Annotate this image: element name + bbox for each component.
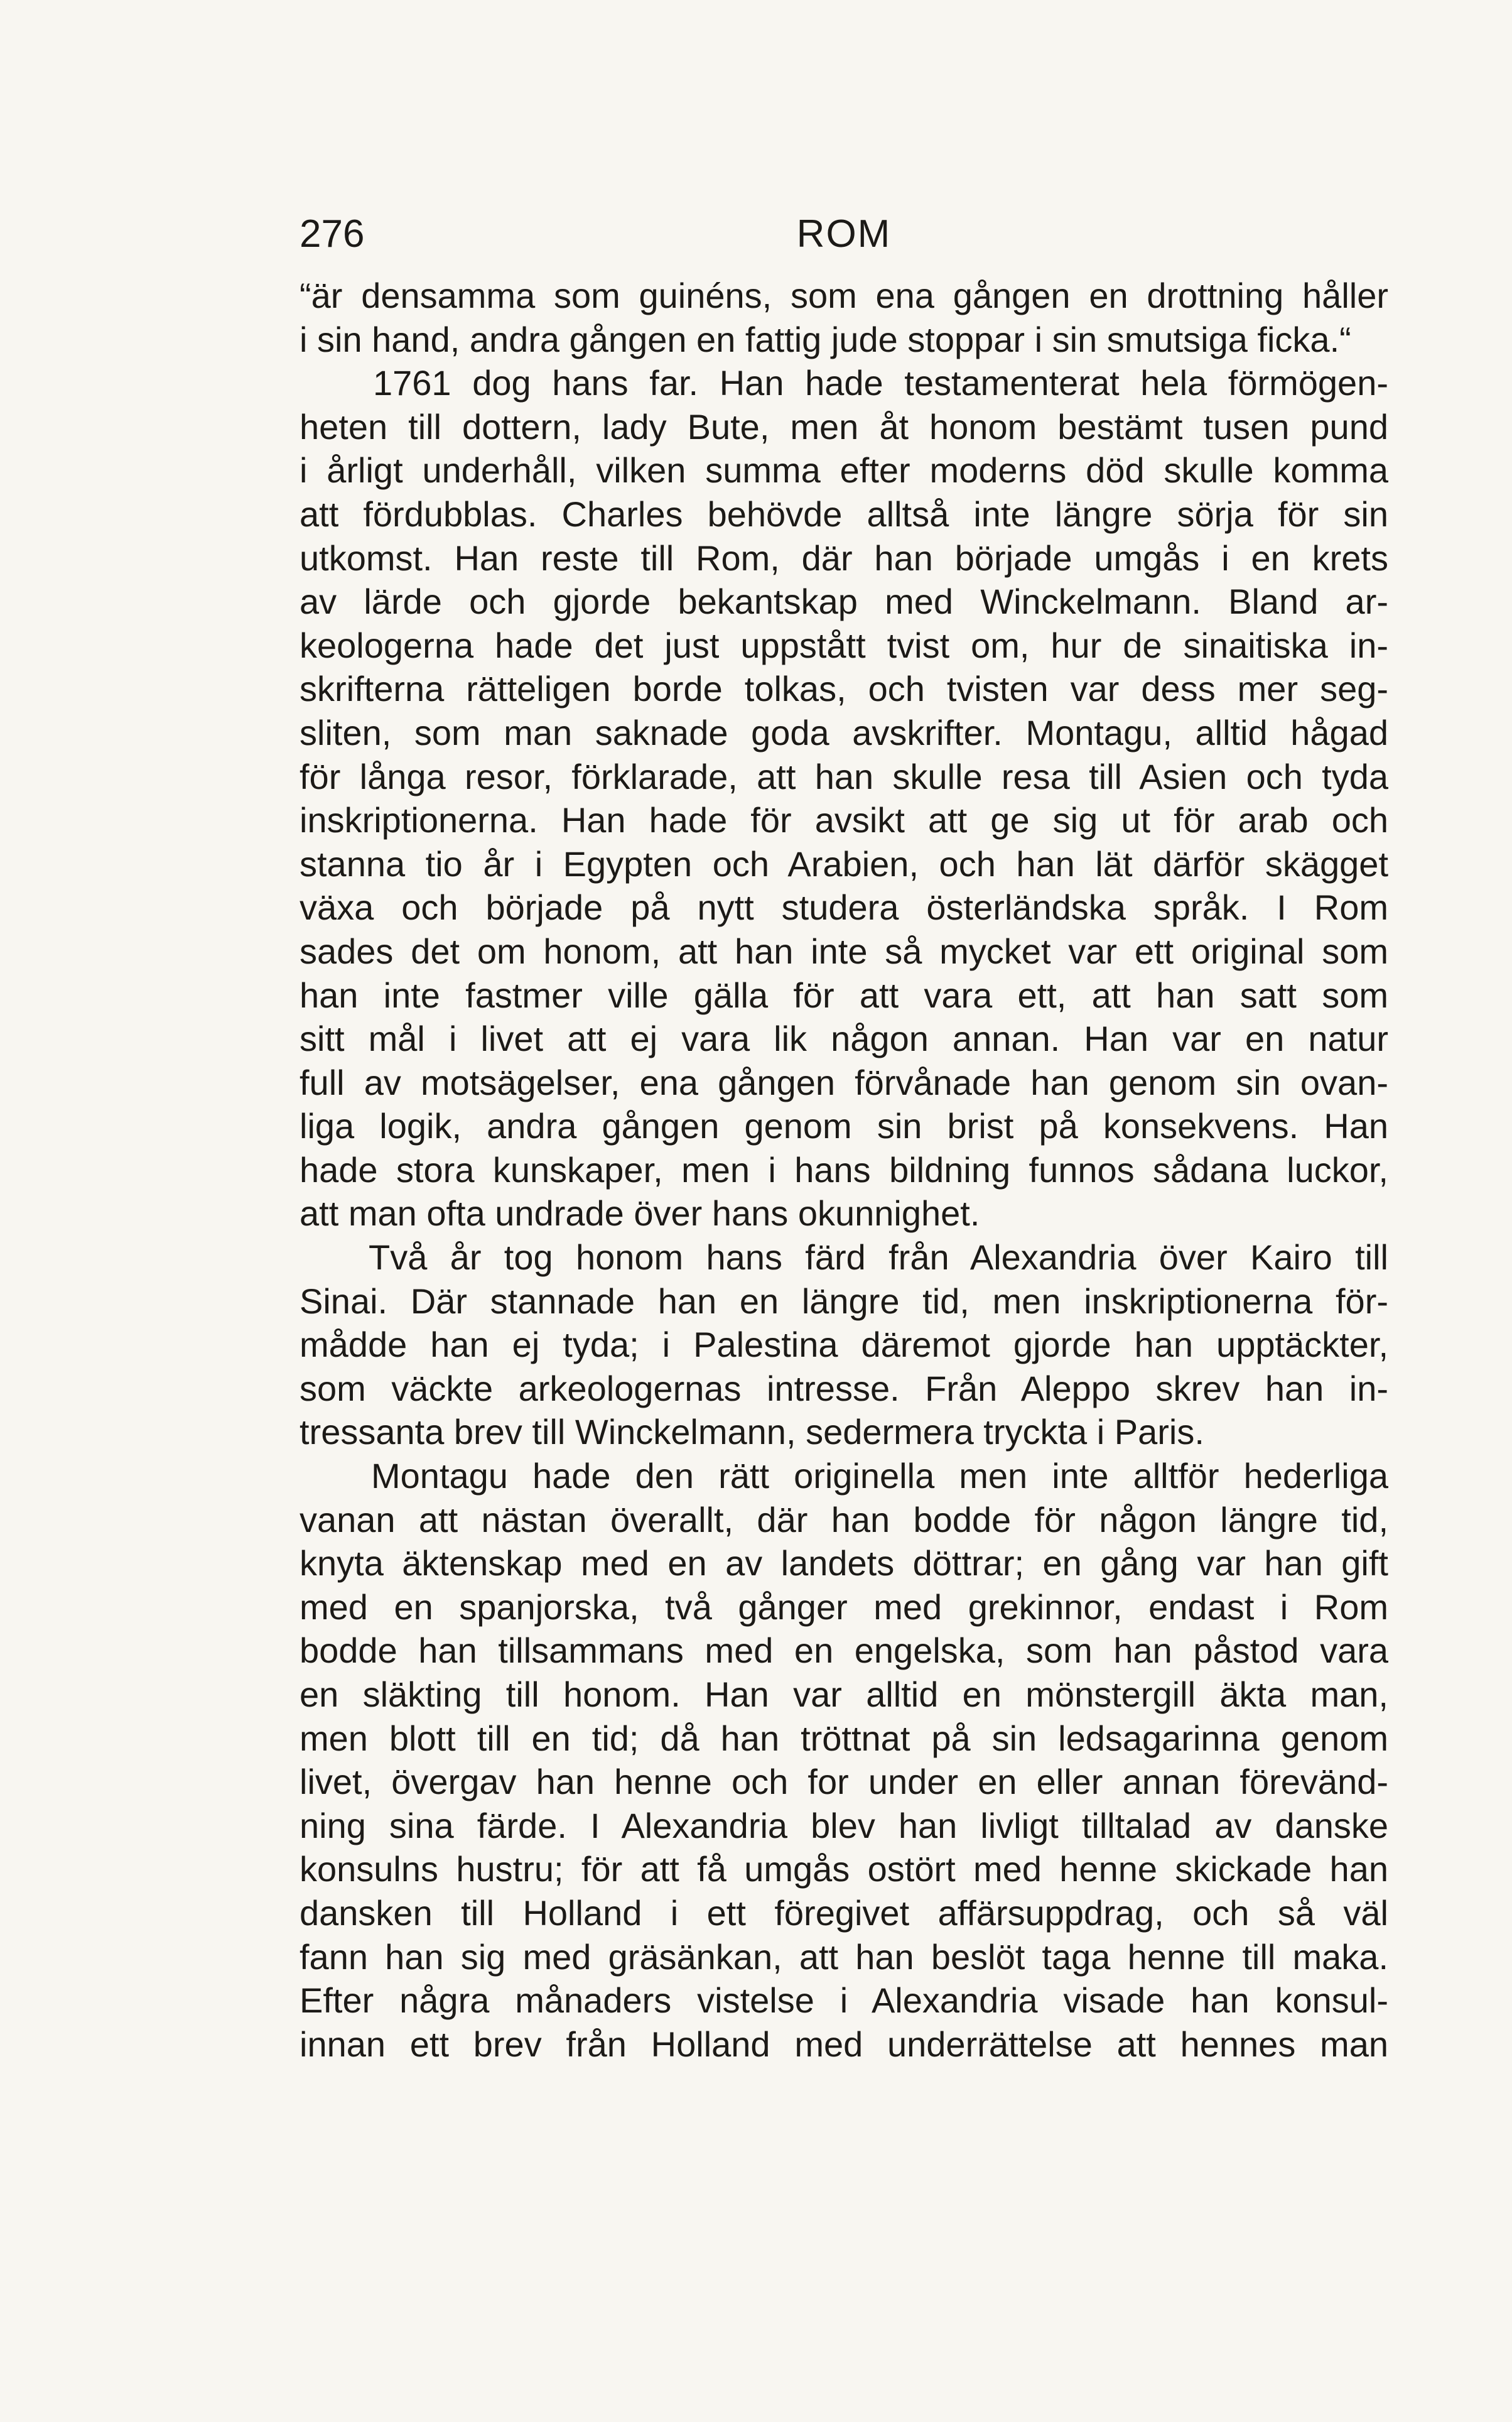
- text-line: Två år tog honom hans färd från Alexandria över Kairo till: [369, 1237, 1388, 1278]
- text-line: sitt mål i livet att ej vara lik någon annan. Han var en natur: [300, 1019, 1388, 1059]
- text-line: sades det om honom, att han inte så mycket var ett original som: [300, 931, 1388, 971]
- text-line: 1761 dog hans far. Han hade testamenterat hela förmögen-: [373, 363, 1388, 403]
- text-line: konsulns hustru; för att få umgås ostört med henne skickade han: [300, 1849, 1388, 1889]
- text-line: Efter några månaders vistelse i Alexandria visade han konsul-: [300, 1980, 1388, 2021]
- text-line: att man ofta undrade över hans okunnighet.: [300, 1193, 980, 1234]
- text-line: med en spanjorska, två gånger med grekinnor, endast i Rom: [300, 1587, 1388, 1627]
- text-line: sliten, som man saknade goda avskrifter. Montagu, alltid hågad: [300, 712, 1388, 752]
- page-header: [300, 206, 1388, 263]
- text-line: mådde han ej tyda; i Palestina däremot gjorde han upptäckter,: [300, 1325, 1388, 1365]
- text-line: en släkting till honom. Han var alltid en mönstergill äkta man,: [300, 1675, 1388, 1714]
- text-line: Sinai. Där stannade han en längre tid, men inskriptionerna för-: [300, 1281, 1388, 1321]
- text-line: som väckte arkeologernas intresse. Från Aleppo skrev han in-: [300, 1368, 1388, 1408]
- body-text: [300, 274, 1388, 2066]
- text-line: stanna tio år i Egypten och Arabien, och han lät därför skägget: [300, 844, 1388, 884]
- running-head: ROM: [796, 212, 892, 256]
- text-line: han inte fastmer ville gälla för att vara ett, att han satt som: [300, 975, 1388, 1015]
- text-line: keologerna hade det just uppstått tvist om, hur de sinaitiska in-: [300, 625, 1388, 665]
- text-line: full av motsägelser, ena gången förvånade han genom sin ovan-: [300, 1062, 1388, 1102]
- text-line: tressanta brev till Winckelmann, sedermera tryckta i Paris.: [300, 1412, 1204, 1452]
- text-line: inskriptionerna. Han hade för avsikt att ge sig ut för arab och: [300, 800, 1388, 840]
- text-line: i sin hand, andra gången en fattig jude stoppar i sin smutsiga ficka.“: [300, 319, 1351, 359]
- text-line: skrifterna rätteligen borde tolkas, och tvisten var dess mer seg-: [300, 669, 1388, 709]
- text-line: utkomst. Han reste till Rom, där han började umgås i en krets: [300, 538, 1388, 578]
- text-line: livet, övergav han henne och for under en eller annan förevänd-: [300, 1762, 1388, 1802]
- text-line: växa och började på nytt studera österländska språk. I Rom: [300, 888, 1388, 928]
- text-line: heten till dottern, lady Bute, men åt honom bestämt tusen pund: [300, 406, 1388, 447]
- text-line: knyta äktenskap med en av landets döttrar; en gång var han gift: [300, 1543, 1388, 1583]
- text-line: hade stora kunskaper, men i hans bildning funnos sådana luckor,: [300, 1149, 1388, 1190]
- text-line: ning sina färde. I Alexandria blev han livligt tilltalad av danske: [300, 1805, 1388, 1845]
- text-line: bodde han tillsammans med en engelska, som han påstod vara: [300, 1631, 1388, 1671]
- text-line: dansken till Holland i ett föregivet affärsuppdrag, och så väl: [300, 1893, 1388, 1933]
- text-line: fann han sig med gräsänkan, att han beslöt taga henne till maka.: [300, 1936, 1388, 1977]
- text-line: för långa resor, förklarade, att han skulle resa till Asien och tyda: [300, 756, 1388, 796]
- text-line: “är densamma som guinéns, som ena gången en drottning håller: [300, 276, 1388, 315]
- text-line: vanan att nästan överallt, där han bodde för någon längre tid,: [300, 1499, 1388, 1540]
- text-line: Montagu hade den rätt originella men inte alltför hederliga: [371, 1456, 1388, 1496]
- text-line: innan ett brev från Holland med underrättelse att hennes man: [300, 2024, 1388, 2064]
- text-line: av lärde och gjorde bekantskap med Winckelmann. Bland ar-: [300, 582, 1388, 622]
- page-number: 276: [300, 212, 365, 256]
- text-line: liga logik, andra gången genom sin brist på konsekvens. Han: [300, 1106, 1388, 1146]
- text-line: att fördubblas. Charles behövde alltså inte längre sörja för sin: [300, 494, 1388, 534]
- text-line: i årligt underhåll, vilken summa efter moderns död skulle komma: [300, 450, 1388, 491]
- text-line: men blott till en tid; då han tröttnat på sin ledsagarinna genom: [300, 1718, 1388, 1758]
